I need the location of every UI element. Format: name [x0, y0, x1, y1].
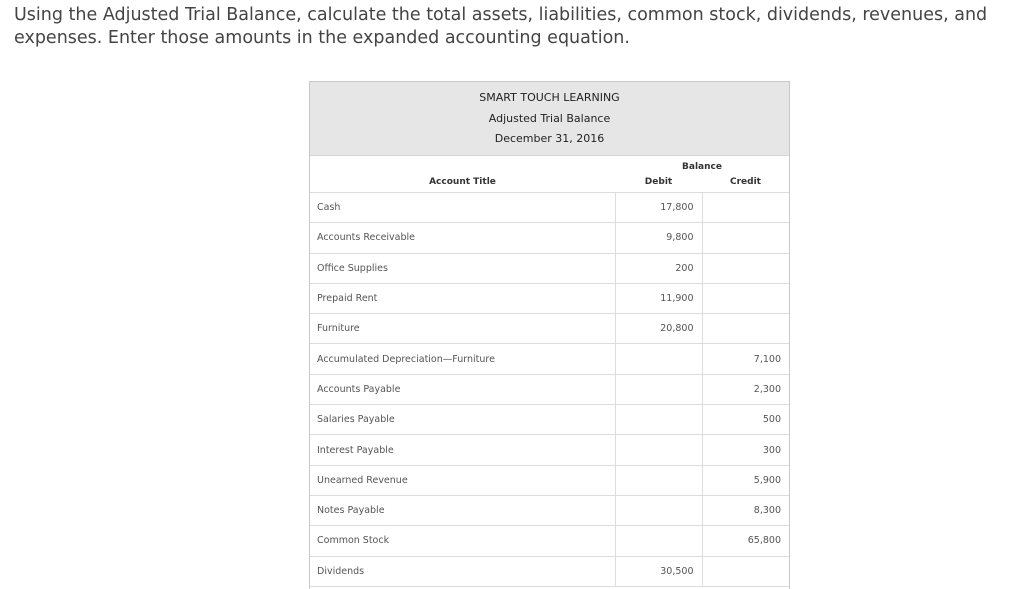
table-row [310, 314, 789, 344]
table-row [310, 193, 789, 223]
account-title-cell: Prepaid Rent [310, 283, 615, 313]
debit-cell: 20,800 [615, 314, 702, 344]
credit-cell: 500 [702, 405, 789, 435]
credit-cell [702, 556, 789, 586]
report-header [310, 82, 789, 156]
adjusted-trial-balance [309, 81, 790, 589]
table-row [310, 405, 789, 435]
debit-cell [615, 405, 702, 435]
debit-header: Debit [615, 172, 702, 193]
credit-cell [702, 193, 789, 223]
balance-header: Balance [682, 162, 722, 172]
debit-cell [615, 435, 702, 465]
account-title-cell: Office Supplies [310, 253, 615, 283]
table-row [310, 465, 789, 495]
account-title-cell: Accumulated Depreciation—Furniture [310, 344, 615, 374]
debit-cell [615, 465, 702, 495]
credit-cell [702, 283, 789, 313]
company-name: SMART TOUCH LEARNING [479, 91, 620, 104]
account-title-cell: Common Stock [310, 526, 615, 556]
credit-header: Credit [702, 172, 789, 193]
debit-cell [615, 495, 702, 525]
table-row [310, 223, 789, 253]
account-title-cell: Cash [310, 193, 615, 223]
account-title-cell: Unearned Revenue [310, 465, 615, 495]
report-date: December 31, 2016 [494, 132, 605, 145]
debit-cell: 11,900 [615, 283, 702, 313]
account-title-cell: Accounts Payable [310, 374, 615, 404]
credit-cell: 65,800 [702, 526, 789, 556]
account-title-cell: Furniture [310, 314, 615, 344]
credit-cell: 8,300 [702, 495, 789, 525]
credit-cell: 5,900 [702, 465, 789, 495]
credit-cell [702, 314, 789, 344]
account-title-cell: Accounts Receivable [310, 223, 615, 253]
account-title-cell: Interest Payable [310, 435, 615, 465]
table-row [310, 253, 789, 283]
table-row [310, 495, 789, 525]
trial-balance-rows [310, 193, 789, 587]
table-row [310, 526, 789, 556]
debit-cell: 9,800 [615, 223, 702, 253]
account-title-header: Account Title [310, 172, 615, 193]
credit-cell [702, 223, 789, 253]
table-row [310, 556, 789, 586]
debit-cell: 30,500 [615, 556, 702, 586]
trial-balance-table [310, 156, 789, 587]
debit-cell: 17,800 [615, 193, 702, 223]
credit-cell: 2,300 [702, 374, 789, 404]
credit-cell: 7,100 [702, 344, 789, 374]
account-title-cell: Salaries Payable [310, 405, 615, 435]
credit-cell [702, 253, 789, 283]
debit-cell [615, 374, 702, 404]
account-title-cell: Dividends [310, 556, 615, 586]
credit-cell: 300 [702, 435, 789, 465]
table-row [310, 374, 789, 404]
table-row [310, 283, 789, 313]
table-row [310, 435, 789, 465]
debit-cell: 200 [615, 253, 702, 283]
account-title-cell: Notes Payable [310, 495, 615, 525]
report-name: Adjusted Trial Balance [488, 111, 611, 125]
debit-cell [615, 344, 702, 374]
debit-cell [615, 526, 702, 556]
question-text: Using the Adjusted Trial Balance, calculate the total assets, liabilities, common stock, dividends, revenues, and expenses. Enter those amounts in the expanded accounting equation. [14, 5, 988, 48]
table-row [310, 344, 789, 374]
